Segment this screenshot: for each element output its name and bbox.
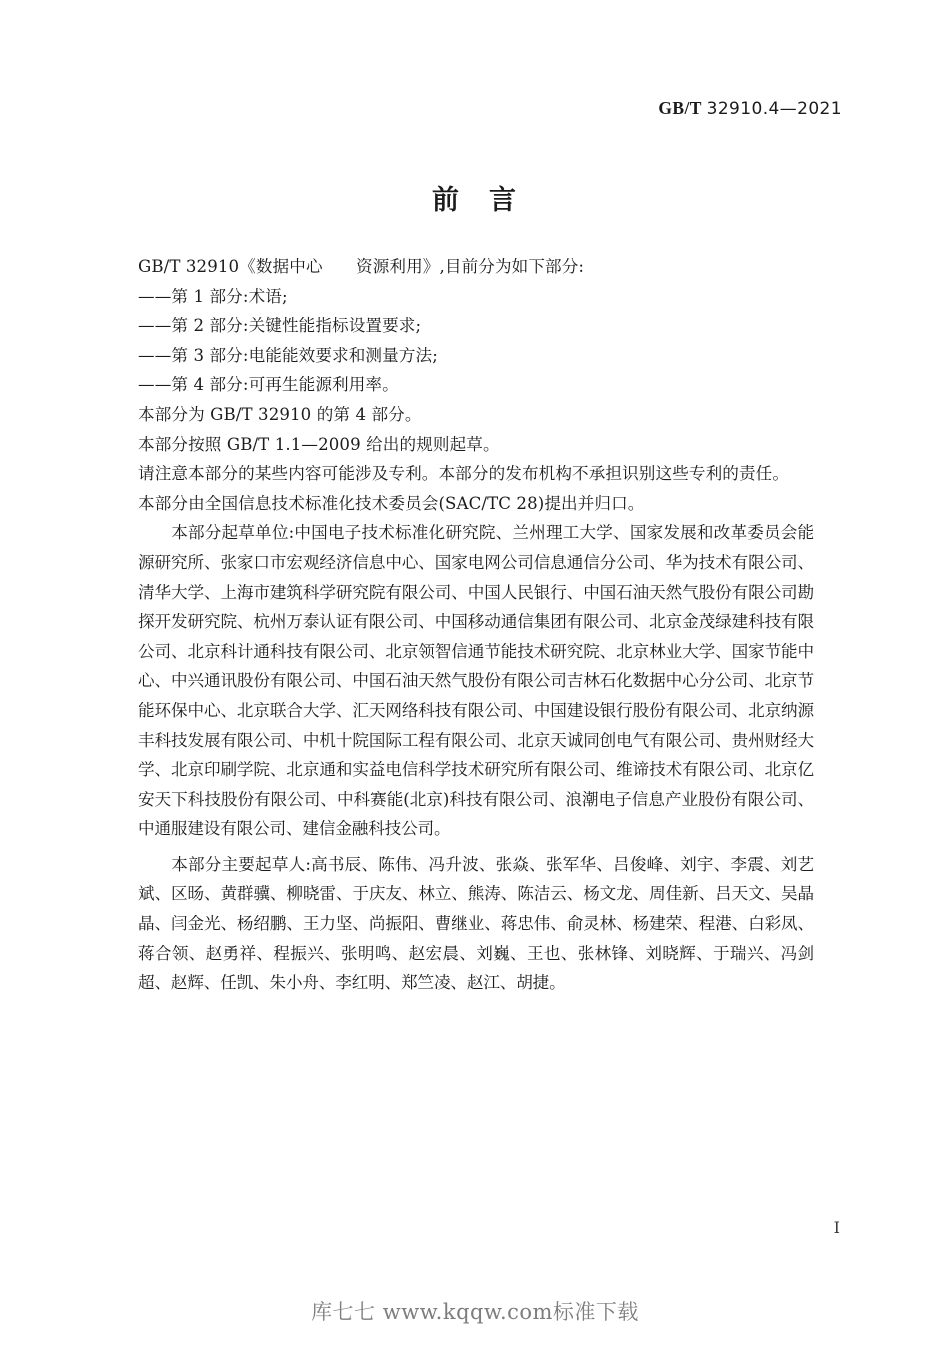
title-char-right: 言 xyxy=(489,185,518,216)
scope-line: GB/T 32910《数据中心 资源利用》,目前分为如下部分: xyxy=(138,257,585,276)
foreword-body xyxy=(138,252,814,998)
page-title xyxy=(0,178,950,217)
statement-line: 本部分按照 GB/T 1.1—2009 给出的规则起草。 xyxy=(138,434,500,454)
statement-line: 本部分由全国信息技术标准化技术委员会(SAC/TC 28)提出并归口。 xyxy=(138,493,645,513)
page-number: Ⅰ xyxy=(833,1220,840,1237)
part-item: ——第 3 部分:电能能效要求和测量方法; xyxy=(138,345,438,365)
standard-prefix: GB/T xyxy=(658,98,702,118)
part-item: ——第 1 部分:术语; xyxy=(138,286,288,306)
drafting-units-paragraph: 本部分起草单位:中国电子技术标准化研究院、兰州理工大学、国家发展和改革委员会能源研究所、张家口市宏观经济信息中心、国家电网公司信息通信分公司、华为技术有限公司、清华大学、上海市建筑科学研究院有限公司、中国人民银行、中国石油天然气股份有限公司勘探开发研究院、杭州万泰认证有限公司、中国移动通信集团有限公司、北京金茂绿建科技有限公司、北京科计通科技有限公司、北京领智信通节能技术研究院、北京林业大学、国家节能中心、中兴通讯股份有限公司、中国石油天然气股份有限公司吉林石化数据中心分公司、北京节能环保中心、北京联合大学、汇天网络科技有限公司、中国建设银行股份有限公司、北京纳源丰科技发展有限公司、中机十院国际工程有限公司、北京天诚同创电气有限公司、贵州财经大学、北京印刷学院、北京通和实益电信科学技术研究所有限公司、维谛技术有限公司、北京亿安天下科技股份有限公司、中科赛能(北京)科技有限公司、浪潮电子信息产业股份有限公司、中通服建设有限公司、建信金融科技公司。 xyxy=(138,523,814,839)
title-char-left: 前 xyxy=(432,185,461,216)
part-item: ——第 2 部分:关键性能指标设置要求; xyxy=(138,316,422,336)
statement-line: 本部分为 GB/T 32910 的第 4 部分。 xyxy=(138,404,422,424)
footer-watermark: 库七七 www.kqqw.com标准下载 xyxy=(311,1300,639,1324)
standard-header xyxy=(658,98,842,119)
statement-line: 请注意本部分的某些内容可能涉及专利。本部分的发布机构不承担识别这些专利的责任。 xyxy=(138,464,790,484)
part-item: ——第 4 部分:可再生能源利用率。 xyxy=(138,375,399,395)
drafting-persons-paragraph: 本部分主要起草人:高书辰、陈伟、冯升波、张焱、张军华、吕俊峰、刘宇、李震、刘艺斌、区旸、黄群骥、柳晓雷、于庆友、林立、熊涛、陈洁云、杨文龙、周佳新、吕天文、吴晶晶、闫金光、杨绍鹏、王力坚、尚振阳、曹继业、蒋忠伟、俞灵林、杨建荣、程港、白彩凤、蒋合领、赵勇祥、程振兴、张明鸣、赵宏晨、刘巍、王也、张林锋、刘晓辉、于瑞兴、冯剑超、赵辉、任凯、朱小舟、李红明、郑竺凌、赵江、胡捷。 xyxy=(138,854,814,993)
standard-number: 32910.4—2021 xyxy=(706,99,842,119)
